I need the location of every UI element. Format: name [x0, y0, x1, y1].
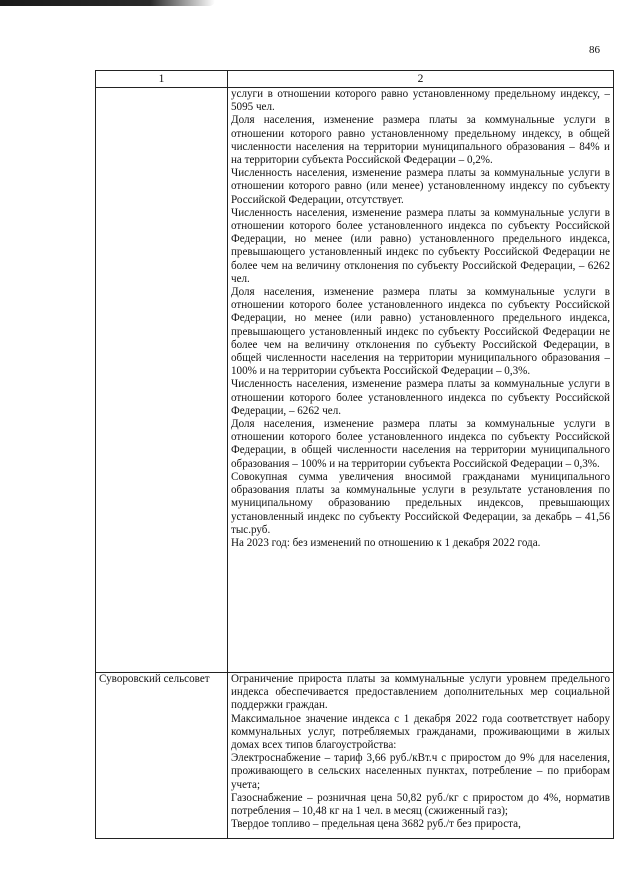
paragraph: Максимальное значение индекса с 1 декабря 2022 года соответствует набору коммунальных услуг, потребляемых гражданами, проживающими в жилых домах всех типов благоустройства:	[231, 712, 610, 752]
table-row	[96, 673, 614, 839]
paragraph: услуги в отношении которого равно установленному предельному индексу, – 5095 чел.	[231, 88, 610, 114]
paragraph: Доля населения, изменение размера платы за коммунальные услуги в отношении которого равно установленному предельному индексу, в общей численности населения на территории муниципального образования – 84% и на территории субъекта Российской Федерации – 0,2%.	[231, 114, 610, 167]
paragraph: Численность населения, изменение размера платы за коммунальные услуги в отношении которого более установленного индекса по субъекту Российской Федерации, – 6262 чел.	[231, 378, 610, 417]
column-header-1: 1	[96, 71, 228, 88]
row-label: Суворовский сельсовет	[96, 673, 228, 839]
document-table	[95, 70, 614, 839]
paragraph: На 2023 год: без изменений по отношению к 1 декабря 2022 года.	[231, 536, 541, 549]
column-header-2: 2	[228, 71, 614, 88]
row-content	[228, 673, 614, 839]
paragraph: Численность населения, изменение размера платы за коммунальные услуги в отношении которого более установленного индекса по субъекту Российской Федерации, но менее (или равно) установленного предельного индекса, превышающего установленный индекс по субъекту Российской Федерации не более чем на величину отклонения по субъекту Российской Федерации, – 6262 чел.	[231, 206, 610, 285]
table-header-row	[96, 71, 614, 88]
paragraph: Доля населения, изменение размера платы за коммунальные услуги в отношении которого более установленного индекса по субъекту Российской Федерации, но менее (или равно) установленного предельного индекса, превышающего установленный индекс по субъекту Российской Федерации не более чем на величину отклонения по субъекту Российской Федерации, в общей численности населения на территории муниципального образования – 100% и на территории субъекта Российской Федерации – 0,3%.	[231, 286, 610, 378]
row-label	[96, 88, 228, 673]
page-number: 86	[589, 44, 600, 56]
scan-artifact-streak	[0, 0, 215, 6]
row-content	[228, 88, 614, 673]
paragraph: Газоснабжение – розничная цена 50,82 руб./кг с приростом до 4%, норматив потребления – 10,48 кг на 1 чел. в месяц (сжиженный газ);	[231, 791, 610, 818]
paragraph: Электроснабжение – тариф 3,66 руб./кВт.ч с приростом до 9% для населения, проживающего в сельских населенных пунктах, потребление – по приборам учета;	[231, 752, 610, 791]
paragraph: Совокупная сумма увеличения вносимой гражданами муниципального образования платы за коммунальные услуги в результате установления по муниципальному образованию предельных индексов, превышающих установленный индекс по субъекту Российской Федерации, за декабрь – 41,56 тыс.руб.	[231, 470, 610, 536]
paragraph: Численность населения, изменение размера платы за коммунальные услуги в отношении которого равно (или менее) установленному индексу по субъекту Российской Федерации, отсутствует.	[231, 167, 610, 206]
paragraph: Твердое топливо – предельная цена 3682 руб./т без прироста,	[231, 818, 521, 831]
table-row	[96, 88, 614, 673]
paragraph: Ограничение прироста платы за коммунальные услуги уровнем предельного индекса обеспечивается предоставлением дополнительных мер социальной поддержки граждан.	[231, 673, 610, 712]
paragraph: Доля населения, изменение размера платы за коммунальные услуги в отношении которого более установленного индекса по субъекту Российской Федерации, в общей численности населения на территории муниципального образования – 100% и на территории субъекта Российской Федерации – 0,3%.	[231, 418, 610, 470]
